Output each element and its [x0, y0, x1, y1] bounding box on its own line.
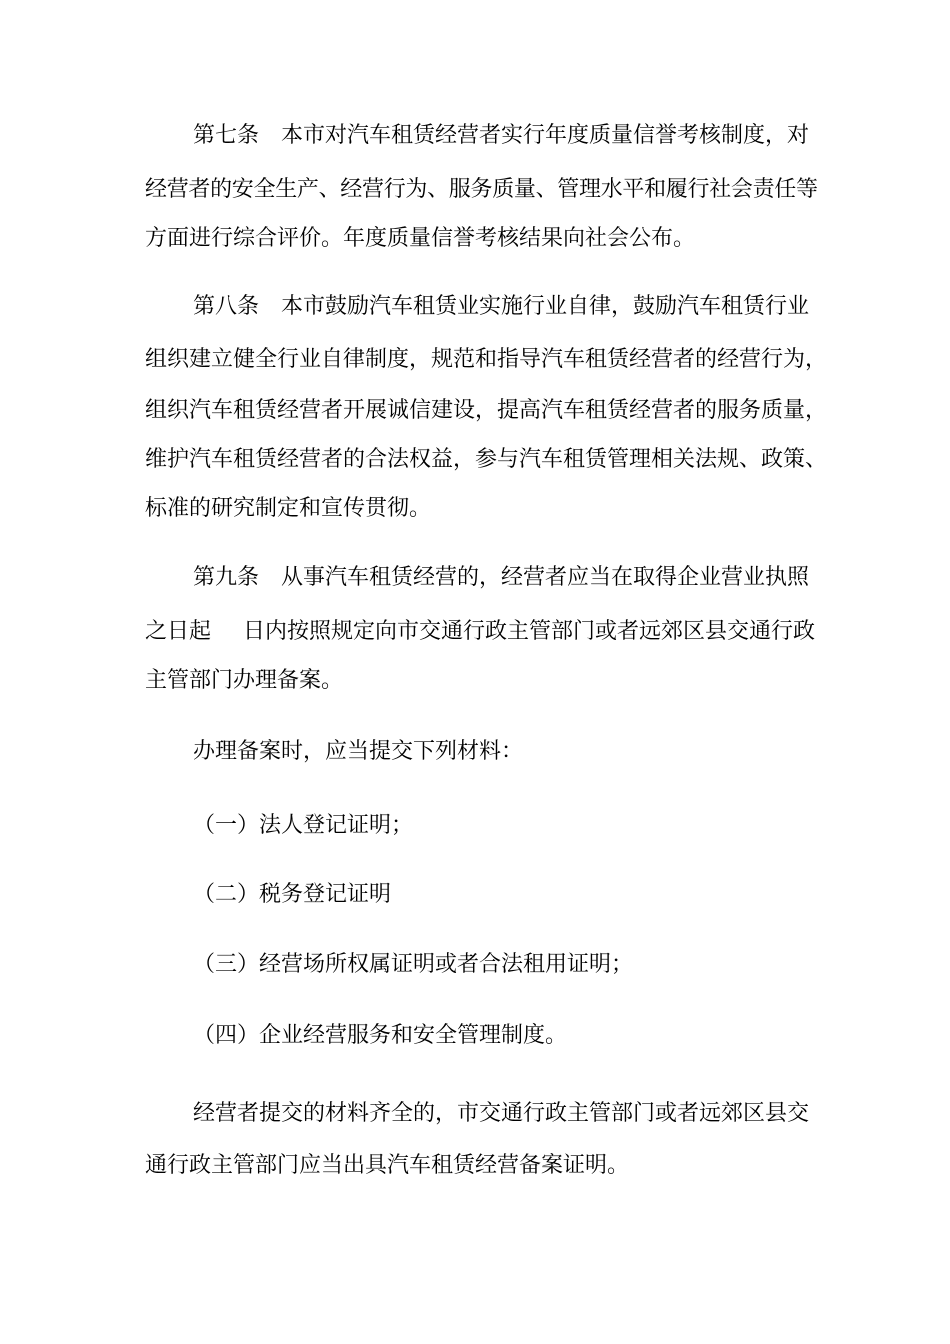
article-7-line-2: 经营者的安全生产、经营行为、服务质量、管理水平和履行社会责任等	[145, 177, 818, 202]
article-9-line-3: 主管部门办理备案。	[145, 668, 344, 693]
article-7-line-1: 第七条 本市对汽车租赁经营者实行年度质量信誉考核制度，对	[193, 123, 810, 148]
materials-item-4: （四）企业经营服务和安全管理制度。	[193, 1023, 568, 1048]
article-8-line-3: 组织汽车租赁经营者开展诚信建设，提高汽车租赁经营者的服务质量，	[145, 398, 828, 423]
article-8-line-1: 第八条 本市鼓励汽车租赁业实施行业自律，鼓励汽车租赁行业	[193, 294, 810, 319]
closing-line-2: 通行政主管部门应当出具汽车租赁经营备案证明。	[145, 1153, 630, 1178]
article-8-line-5: 标准的研究制定和宣传贯彻。	[145, 496, 432, 521]
article-8-line-2: 组织建立健全行业自律制度，规范和指导汽车租赁经营者的经营行为，	[145, 347, 828, 372]
article-8-line-4: 维护汽车租赁经营者的合法权益，参与汽车租赁管理相关法规、政策、	[145, 447, 828, 472]
closing-line-1: 经营者提交的材料齐全的，市交通行政主管部门或者远郊区县交	[193, 1101, 810, 1126]
article-7-line-3: 方面进行综合评价。年度质量信誉考核结果向社会公布。	[145, 226, 696, 251]
materials-item-3: （三）经营场所权属证明或者合法租用证明；	[193, 952, 634, 977]
materials-item-2: （二）税务登记证明	[193, 882, 392, 907]
materials-intro: 办理备案时，应当提交下列材料：	[193, 739, 524, 764]
article-9-line-2-rest: 日内按照规定向市交通行政主管部门或者远郊区县交通行政	[243, 619, 816, 644]
article-9-line-1: 第九条 从事汽车租赁经营的，经营者应当在取得企业营业执照	[193, 565, 810, 590]
article-9-line-2-start: 之日起	[145, 619, 212, 644]
materials-item-1: （一）法人登记证明；	[193, 813, 414, 838]
